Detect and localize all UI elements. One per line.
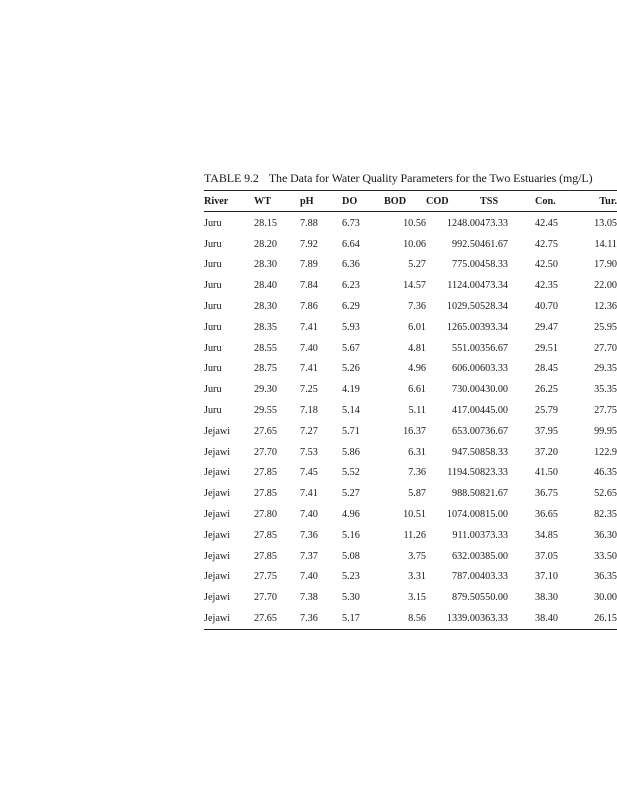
cell-ph: 7.40	[300, 571, 318, 583]
cell-ph: 7.53	[300, 446, 318, 458]
cell-ph: 7.88	[300, 217, 318, 229]
cell-do: 5.14	[342, 405, 360, 417]
cell-bod: 4.96	[408, 363, 426, 375]
cell-wt: 27.85	[254, 488, 277, 500]
table-row	[204, 442, 617, 463]
cell-bod: 6.61	[408, 384, 426, 396]
cell-bod: 5.87	[408, 488, 426, 500]
cell-river: Juru	[204, 363, 222, 375]
cell-cod: 730.00	[451, 384, 480, 396]
cell-tss: 821.67	[480, 488, 509, 500]
cell-tss: 385.00	[480, 550, 509, 562]
cell-tur: 26.15	[579, 608, 617, 629]
table-body	[204, 212, 617, 630]
cell-tur: 27.70	[594, 342, 617, 354]
cell-con: 42.75	[535, 238, 558, 250]
cell-cod: 879.50	[451, 592, 480, 604]
cell-bod: 7.36	[408, 467, 426, 479]
cell-ph: 7.27	[300, 425, 318, 437]
table-row	[204, 317, 617, 338]
cell-wt: 28.35	[254, 321, 277, 333]
cell-wt: 28.15	[254, 217, 277, 229]
cell-con: 37.95	[535, 425, 558, 437]
cell-wt: 27.65	[254, 425, 277, 437]
cell-do: 5.23	[342, 571, 360, 583]
cell-tss: 858.33	[480, 446, 509, 458]
table-row	[204, 296, 617, 317]
col-header-cod: COD	[426, 191, 480, 212]
table-row	[204, 421, 617, 442]
cell-bod: 8.56	[384, 608, 426, 629]
cell-cod: 653.00	[451, 425, 480, 437]
cell-do: 5.08	[342, 550, 360, 562]
col-header-bod: BOD	[384, 191, 426, 212]
cell-do: 4.19	[342, 384, 360, 396]
cell-tur: 33.50	[594, 550, 617, 562]
cell-tss: 603.33	[480, 363, 509, 375]
table-row	[204, 546, 617, 567]
cell-tur: 52.65	[594, 488, 617, 500]
cell-do: 5.27	[342, 488, 360, 500]
col-header-river: River	[204, 191, 254, 212]
cell-do: 6.64	[342, 238, 360, 250]
cell-tss: 461.67	[480, 238, 509, 250]
cell-bod: 10.56	[403, 217, 426, 229]
cell-cod: 1248.00	[446, 217, 480, 229]
cell-tss: 473.34	[480, 280, 509, 292]
cell-con: 29.51	[535, 342, 558, 354]
cell-con: 42.50	[535, 259, 558, 271]
cell-tss: 393.34	[480, 321, 509, 333]
cell-cod: 775.00	[451, 259, 480, 271]
table-row	[204, 255, 617, 276]
cell-bod: 10.06	[403, 238, 426, 250]
cell-cod: 1124.00	[447, 280, 480, 292]
cell-bod: 11.26	[403, 529, 426, 541]
cell-river: Jejawi	[204, 425, 231, 437]
cell-river: Juru	[204, 384, 222, 396]
cell-do: 5.26	[342, 363, 360, 375]
cell-ph: 7.37	[300, 550, 318, 562]
cell-tur: 30.00	[594, 592, 617, 604]
table-label: TABLE 9.2	[204, 171, 259, 185]
cell-cod: 947.50	[451, 446, 480, 458]
water-quality-table	[204, 190, 617, 630]
cell-do: 5.86	[342, 446, 360, 458]
cell-tur: 22.00	[594, 280, 617, 292]
col-header-wt: WT	[254, 191, 300, 212]
cell-con: 34.85	[535, 529, 558, 541]
cell-tss: 458.33	[480, 259, 509, 271]
cell-wt: 27.70	[254, 592, 277, 604]
cell-river: Jejawi	[204, 608, 254, 629]
cell-tur: 35.35	[594, 384, 617, 396]
cell-river: Juru	[204, 217, 222, 229]
cell-bod: 5.27	[408, 259, 426, 271]
table-row	[204, 379, 617, 400]
cell-tur: 29.35	[594, 363, 617, 375]
col-header-con: Con.	[535, 191, 579, 212]
water-quality-table-block	[204, 170, 617, 630]
cell-wt: 28.20	[254, 238, 277, 250]
cell-do: 6.73	[342, 217, 360, 229]
table-row	[204, 400, 617, 421]
cell-river: Jejawi	[204, 529, 231, 541]
table-row	[204, 463, 617, 484]
cell-tur: 99.95	[594, 425, 617, 437]
cell-wt: 28.55	[254, 342, 277, 354]
cell-bod: 7.36	[408, 301, 426, 313]
cell-do: 5.52	[342, 467, 360, 479]
cell-con: 36.75	[535, 488, 558, 500]
table-row	[204, 525, 617, 546]
cell-bod: 6.31	[408, 446, 426, 458]
cell-river: Juru	[204, 259, 222, 271]
cell-bod: 14.57	[403, 280, 426, 292]
table-caption	[204, 170, 617, 186]
cell-con: 28.45	[535, 363, 558, 375]
table-row	[204, 567, 617, 588]
col-header-tss: TSS	[480, 191, 535, 212]
cell-river: Jejawi	[204, 571, 231, 583]
cell-cod: 632.00	[451, 550, 480, 562]
cell-river: Juru	[204, 405, 222, 417]
col-header-do: DO	[342, 191, 384, 212]
cell-ph: 7.25	[300, 384, 318, 396]
cell-tss: 363.33	[480, 608, 535, 629]
cell-cod: 911.00	[452, 529, 480, 541]
cell-con: 38.40	[535, 608, 579, 629]
cell-do: 6.36	[342, 259, 360, 271]
table-row	[204, 275, 617, 296]
table-header-row	[204, 191, 617, 212]
cell-river: Juru	[204, 321, 222, 333]
cell-river: Jejawi	[204, 446, 231, 458]
cell-wt: 27.65	[254, 608, 300, 629]
cell-cod: 1339.00	[426, 608, 480, 629]
cell-con: 29.47	[535, 321, 558, 333]
cell-tur: 36.30	[594, 529, 617, 541]
cell-ph: 7.36	[300, 608, 342, 629]
cell-river: Juru	[204, 342, 222, 354]
cell-wt: 27.85	[254, 529, 277, 541]
cell-con: 40.70	[535, 301, 558, 313]
cell-wt: 27.85	[254, 467, 277, 479]
col-header-tur: Tur.	[579, 191, 617, 212]
cell-ph: 7.41	[300, 321, 318, 333]
cell-ph: 7.41	[300, 363, 318, 375]
cell-ph: 7.41	[300, 488, 318, 500]
cell-con: 36.65	[535, 509, 558, 521]
table-row	[204, 504, 617, 525]
cell-do: 4.96	[342, 509, 360, 521]
cell-do: 5.93	[342, 321, 360, 333]
cell-wt: 27.85	[254, 550, 277, 562]
cell-ph: 7.84	[300, 280, 318, 292]
cell-river: Jejawi	[204, 509, 231, 521]
cell-tss: 473.33	[480, 217, 509, 229]
cell-con: 37.20	[535, 446, 558, 458]
cell-river: Juru	[204, 301, 222, 313]
cell-wt: 28.30	[254, 301, 277, 313]
cell-cod: 787.00	[451, 571, 480, 583]
cell-ph: 7.36	[300, 529, 318, 541]
cell-tur: 36.35	[594, 571, 617, 583]
cell-con: 37.05	[535, 550, 558, 562]
cell-tss: 528.34	[480, 301, 509, 313]
cell-con: 37.10	[535, 571, 558, 583]
cell-river: Jejawi	[204, 592, 231, 604]
cell-do: 5.71	[342, 425, 360, 437]
cell-do: 5.30	[342, 592, 360, 604]
col-header-ph: pH	[300, 191, 342, 212]
table-row	[204, 234, 617, 255]
cell-ph: 7.40	[300, 509, 318, 521]
cell-bod: 3.15	[408, 592, 426, 604]
table-row	[204, 483, 617, 504]
cell-wt: 28.30	[254, 259, 277, 271]
cell-cod: 1265.00	[446, 321, 480, 333]
cell-ph: 7.38	[300, 592, 318, 604]
cell-cod: 551.00	[451, 342, 480, 354]
cell-bod: 6.01	[408, 321, 426, 333]
cell-bod: 5.11	[408, 405, 426, 417]
cell-tur: 46.35	[594, 467, 617, 479]
cell-ph: 7.40	[300, 342, 318, 354]
cell-tur: 27.75	[594, 405, 617, 417]
cell-do: 5.17	[342, 608, 384, 629]
cell-ph: 7.18	[300, 405, 318, 417]
cell-ph: 7.86	[300, 301, 318, 313]
table-row	[204, 587, 617, 608]
table-title: The Data for Water Quality Parameters for the Two Estuaries (mg/L)	[268, 171, 593, 185]
cell-river: Jejawi	[204, 550, 231, 562]
cell-cod: 1194.50	[447, 467, 480, 479]
cell-tur: 14.11	[594, 238, 617, 250]
cell-bod: 3.31	[408, 571, 426, 583]
cell-bod: 3.75	[408, 550, 426, 562]
cell-do: 6.29	[342, 301, 360, 313]
cell-tur: 25.95	[594, 321, 617, 333]
cell-cod: 988.50	[451, 488, 480, 500]
table-row	[204, 608, 617, 629]
cell-wt: 27.80	[254, 509, 277, 521]
cell-ph: 7.92	[300, 238, 318, 250]
table-row	[204, 212, 617, 234]
cell-con: 41.50	[535, 467, 558, 479]
cell-tur: 122.9	[594, 446, 617, 458]
cell-bod: 16.37	[403, 425, 426, 437]
cell-tss: 823.33	[480, 467, 509, 479]
cell-tur: 12.36	[594, 301, 617, 313]
cell-tss: 403.33	[480, 571, 509, 583]
cell-con: 26.25	[535, 384, 558, 396]
cell-tss: 736.67	[480, 425, 509, 437]
cell-cod: 1029.50	[446, 301, 480, 313]
cell-tur: 17.90	[594, 259, 617, 271]
cell-tss: 550.00	[480, 592, 509, 604]
cell-tss: 445.00	[480, 405, 509, 417]
table-row	[204, 359, 617, 380]
cell-wt: 29.55	[254, 405, 277, 417]
cell-ph: 7.89	[300, 259, 318, 271]
cell-tur: 13.05	[594, 217, 617, 229]
cell-con: 25.79	[535, 405, 558, 417]
cell-do: 5.67	[342, 342, 360, 354]
table-row	[204, 338, 617, 359]
cell-con: 42.35	[535, 280, 558, 292]
cell-tss: 430.00	[480, 384, 509, 396]
cell-cod: 992.50	[451, 238, 480, 250]
cell-cod: 606.00	[451, 363, 480, 375]
cell-river: Jejawi	[204, 467, 231, 479]
cell-ph: 7.45	[300, 467, 318, 479]
cell-cod: 1074.00	[446, 509, 480, 521]
cell-bod: 10.51	[403, 509, 426, 521]
cell-river: Juru	[204, 238, 222, 250]
cell-con: 38.30	[535, 592, 558, 604]
cell-tss: 815.00	[480, 509, 509, 521]
cell-do: 6.23	[342, 280, 360, 292]
cell-tss: 356.67	[480, 342, 509, 354]
cell-wt: 28.75	[254, 363, 277, 375]
cell-cod: 417.00	[451, 405, 480, 417]
cell-wt: 29.30	[254, 384, 277, 396]
cell-wt: 28.40	[254, 280, 277, 292]
cell-wt: 27.75	[254, 571, 277, 583]
cell-con: 42.45	[535, 217, 558, 229]
cell-river: Jejawi	[204, 488, 231, 500]
cell-tss: 373.33	[480, 529, 509, 541]
cell-bod: 4.81	[408, 342, 426, 354]
cell-river: Juru	[204, 280, 222, 292]
cell-do: 5.16	[342, 529, 360, 541]
cell-wt: 27.70	[254, 446, 277, 458]
cell-tur: 82.35	[594, 509, 617, 521]
